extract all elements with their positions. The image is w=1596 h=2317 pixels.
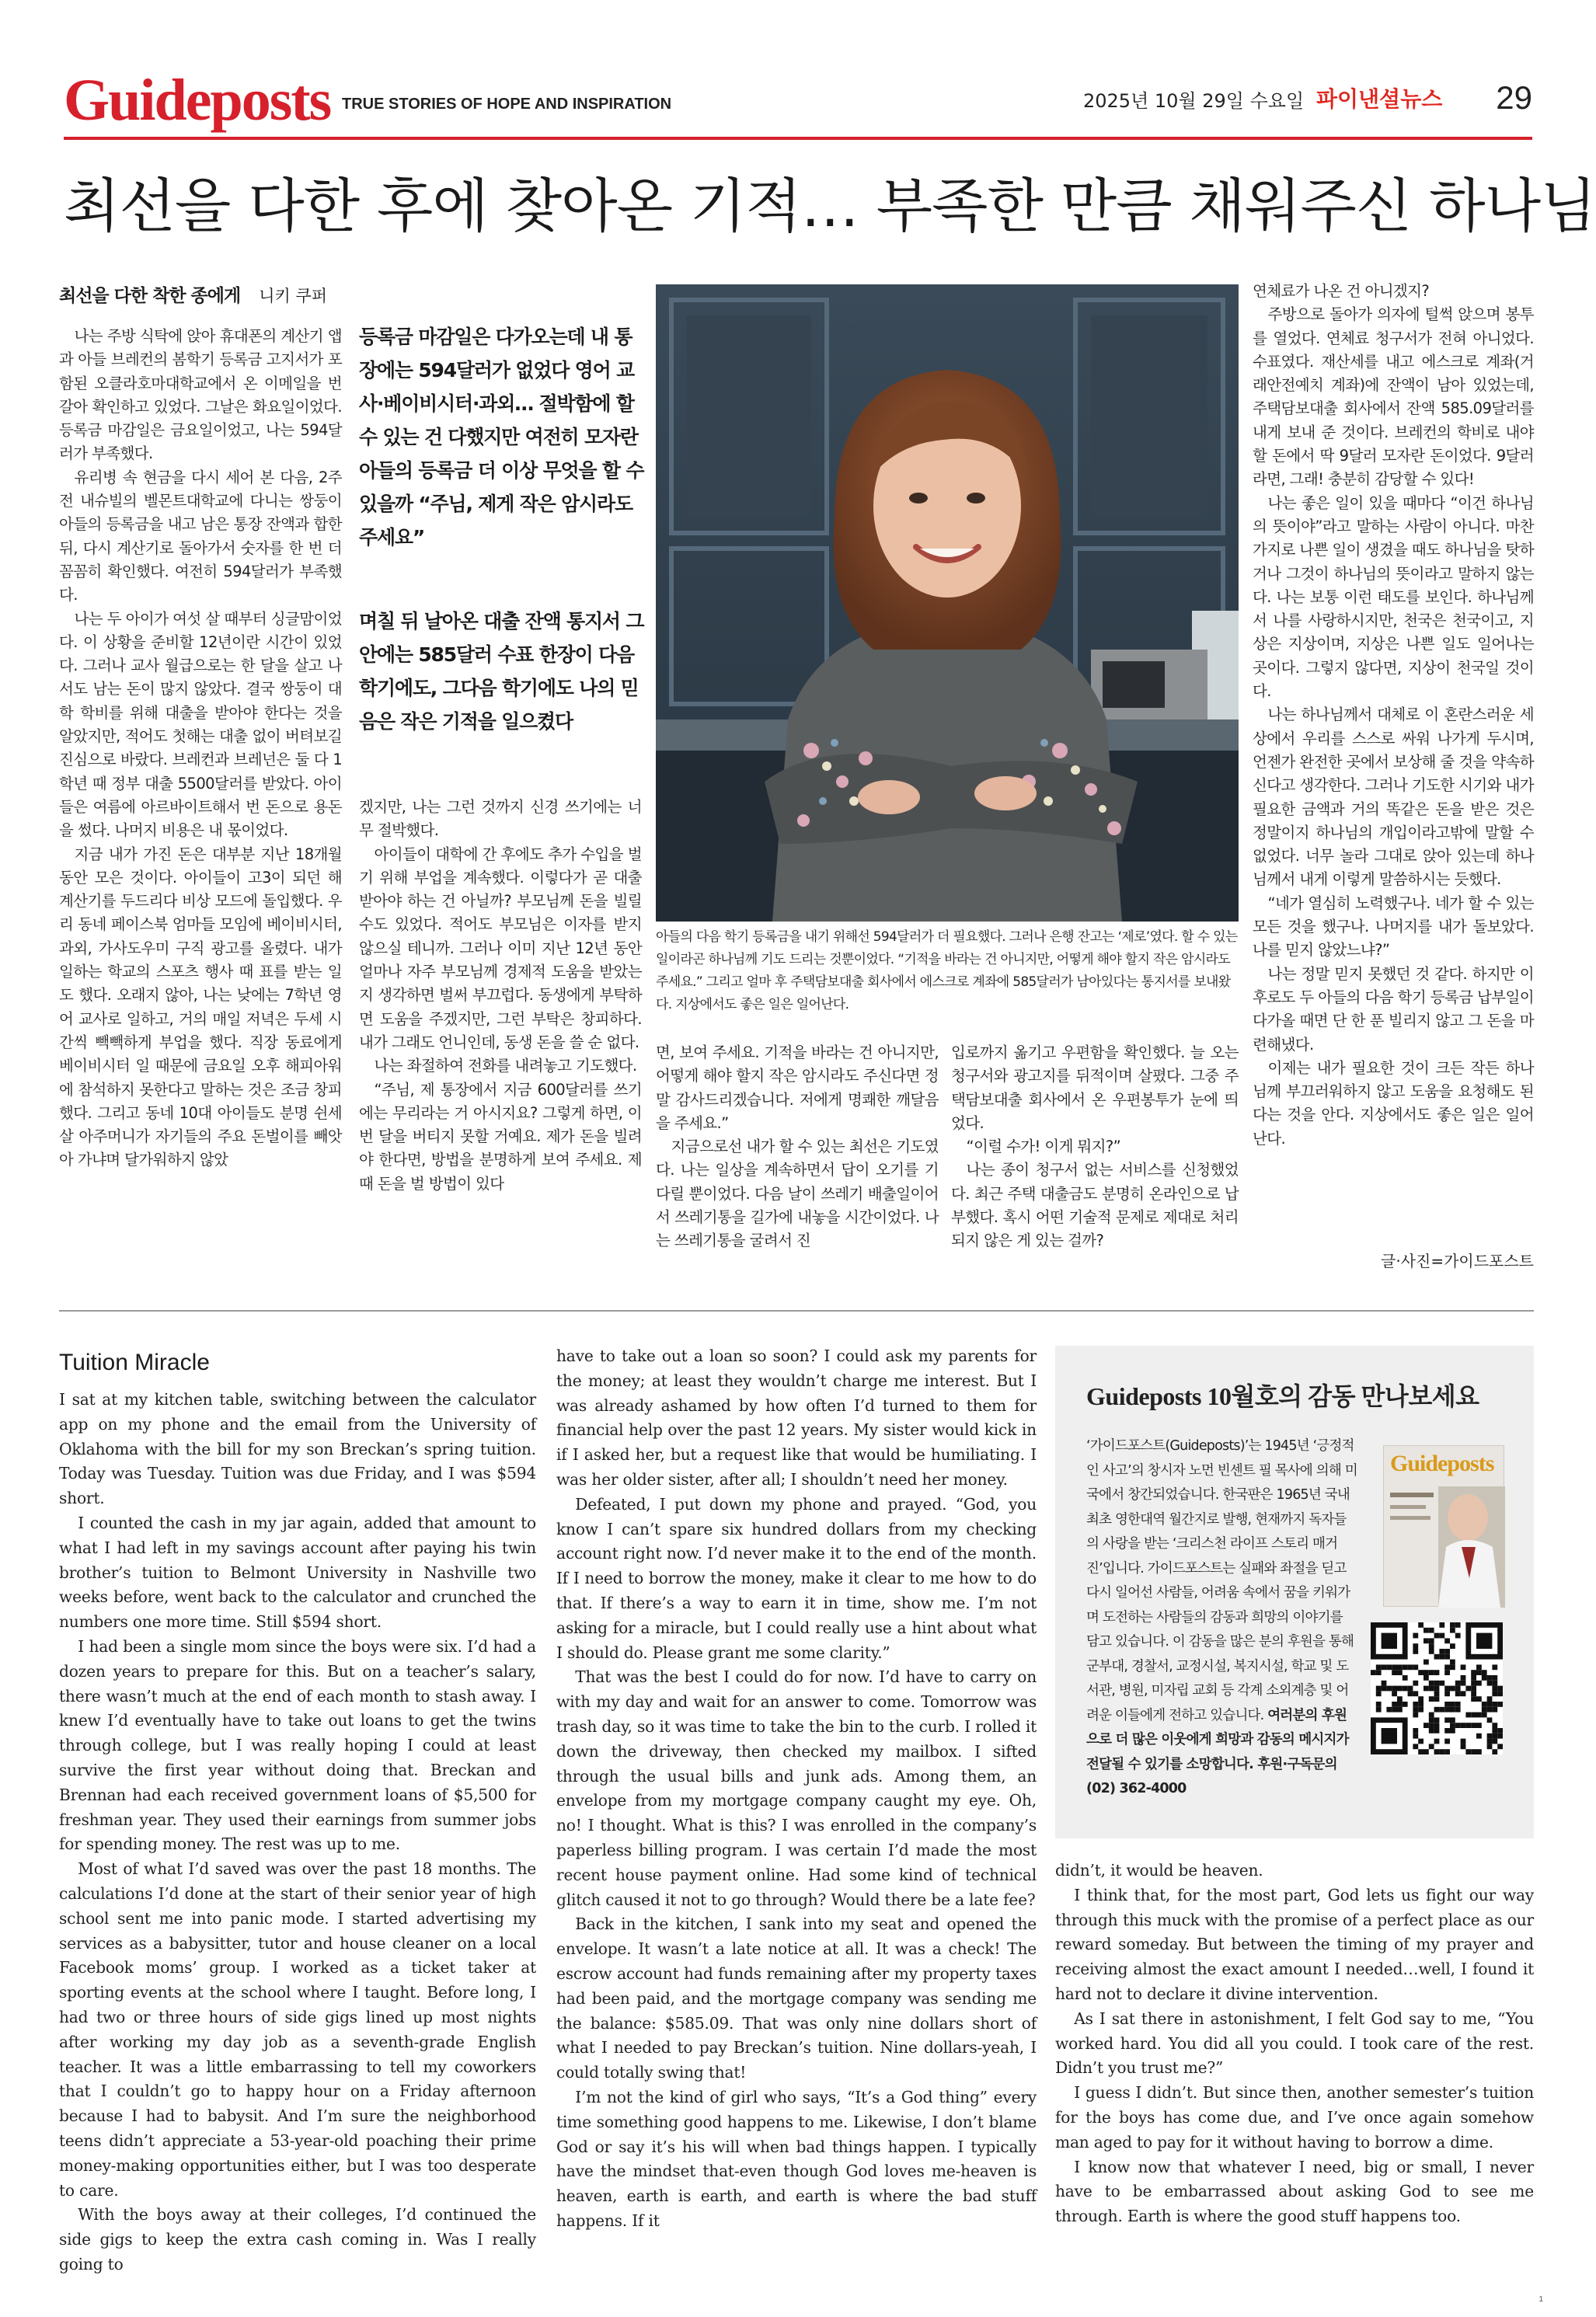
- paragraph: 지금으로선 내가 할 수 있는 최선은 기도였다. 나는 일상을 계속하면서 답이 오기를 기다릴 뿐이었다. 다음 날이 쓰레기 배출일이어서 쓰레기통을 길가에 내놓을 시간이었다. 나는 쓰레기통을 굴려서 진: [656, 1138, 939, 1250]
- paragraph: I sat at my kitchen table, switching between the calculator app on my phone and the email from the University of Oklahoma with the bill for my son Breckan’s spring tuition. Today was Tuesday. Tuition was due Friday, and I was $594 short.: [59, 1390, 536, 1508]
- magazine-cover: [1383, 1445, 1504, 1607]
- english-column-2: [556, 1344, 1037, 2250]
- paragraph: have to take out a loan so soon? I could ask my parents for the money; at least they wouldn’t charge me interest. But I was already ashamed by how often I’d turned to them for financial help over the past 12 years. My sister would kick in if I asked her, but a request like that would be humiliating. I was her older sister, after all; I shouldn’t need her money.: [556, 1347, 1037, 1489]
- paragraph: “이럴 수가! 이게 뭐지?”: [966, 1138, 1121, 1156]
- paragraph: 나는 주방 식탁에 앉아 휴대폰의 계산기 앱과 아들 브레컨의 봄학기 등록금 고지서가 포함된 오클라호마대학교에서 온 이메일을 번갈아 확인하고 있었다. 그날은 화요일이었다. 등록금 마감일은 금요일이었고, 나는 594달러가 부족했다.: [59, 327, 342, 463]
- paragraph: 아이들이 대학에 간 후에도 추가 수입을 벌기 위해 부업을 계속했다. 이렇다가 곧 대출 받아야 하는 건 아닐까? 부모님께 돈을 빌릴 수도 있었다. 적어도 부모님은 이자를 받지 않으실 테니까. 그러나 이미 지난 12년 동안 얼마나 자주 부모님께 경제적 도움을 받았는지 생각하면 벌써 부끄럽다. 동생에게 부탁하면 도움을 주겠지만, 그런 부탁은 창피하다. 내가 그래도 언니인데, 동생 돈을 쓸 순 없다.: [359, 845, 642, 1051]
- paragraph: “네가 열심히 노력했구나. 네가 할 수 있는 모든 것을 했구나. 나머지를 내가 돌보았다. 나를 믿지 않았느냐?”: [1253, 894, 1534, 960]
- magazine-cover-art: [1384, 1446, 1505, 1608]
- korean-subtitle: 최선을 다한 착한 종에게: [59, 286, 241, 306]
- headline: 최선을 다한 후에 찾아온 기적… 부족한 만큼 채워주신 하나님: [64, 172, 1596, 240]
- paragraph: 나는 두 아이가 여섯 살 때부터 싱글맘이었다. 이 상황을 준비할 12년이란 시간이 있었다. 그러나 교사 월급으로는 한 달을 살고 나서도 남는 돈이 많지 않았다. 결국 쌍둥이 대학 학비를 위해 대출을 받아야 한다는 것을 알았지만, 적어도 첫해는 대출 없이 버텨보길 진심으로 바랐다. 브레컨과 브레넌은 둘 다 1학년 때 정부 대출 5500달러를 받았다. 아이들은 여름에 아르바이트해서 번 돈으로 용돈을 썼다. 나머지 비용은 내 몫이었다.: [59, 609, 342, 840]
- korean-byline: [59, 281, 370, 312]
- section-divider: [59, 1310, 1534, 1312]
- magazine-ad: [1055, 1346, 1534, 1838]
- ad-bold-text: 여러분의 후원으로 더 많은 이웃에게 희망과 감동의 메시지가 전달될 수 있기를 소망합니다. 후원·구독문의 (02) 362-4000: [1086, 1707, 1349, 1796]
- article-photo: [656, 284, 1239, 922]
- page-number: 29: [1496, 79, 1532, 116]
- paragraph: 나는 종이 청구서 없는 서비스를 신청했었다. 최근 주택 대출금도 분명히 온라인으로 납부했다. 혹시 어떤 기술적 문제로 제대로 처리되지 않은 게 있는 걸까?: [951, 1161, 1239, 1250]
- paragraph: I’m not the kind of girl who says, “It’s a God thing” every time something good happens to me. Likewise, I don’t blame God or say it’s his will when bad things happen. I typically have the mindset that-even though God loves me-heaven is heaven, earth is earth, and earth is where the bad stuff happens. If it: [556, 2087, 1037, 2230]
- pull-quote-2: 며칠 뒤 날아온 대출 잔액 통지서 그 안에는 585달러 수표 한장이 다음 학기에도, 그다음 학기에도 나의 믿음은 작은 기적을 일으켰다: [359, 610, 644, 733]
- paragraph: That was the best I could do for now. I’d have to carry on with my day and wait for an answer to come. Tomorrow was trash day, so it was time to take the bin to the curb. I rolled it down the driveway, then checked my mailbox. I sifted through the usual bills and junk ads. Among them, an envelope from my mortgage company caught my eye. Oh, no! I thought. What is this? I was enrolled in the company’s paperless billing program. I was certain I’d made the most recent house payment online. Had some kind of technical glitch caused it not to go through? Would there be a late fee?: [556, 1667, 1037, 1909]
- paragraph: I counted the cash in my jar again, added that amount to what I had left in my savings account after paying his twin brother’s tuition to Belmont University in Nashville two weeks before, went back to the calculator and crunched the numbers one more time. Still $594 short.: [59, 1513, 536, 1632]
- english-title: Tuition Miracle: [59, 1350, 210, 1375]
- ad-title: Guideposts 10월호의 감동 만나보세요: [1086, 1382, 1479, 1410]
- korean-column-1: [59, 325, 342, 1280]
- paragraph: 겠지만, 나는 그런 것까지 신경 쓰기에는 너무 절박했다.: [359, 798, 642, 840]
- paragraph: Back in the kitchen, I sank into my seat and opened the envelope. It wasn’t a late notice at all. It was a check! The escrow account had funds remaining after my property taxes had been paid, and the mortgage company was sending me the balance: $585.09. That was only nine dollars short of what I needed to pay Breckan’s tuition. Nine dollars-yeah, I could totally swing that!: [556, 1915, 1037, 2082]
- korean-column-5: [1253, 280, 1534, 1248]
- masthead: [64, 65, 1532, 135]
- paragraph: 면, 보여 주세요. 기적을 바라는 건 아니지만, 어떻게 해야 할지 작은 암시라도 주신다면 정말 감사드리겠습니다. 저에게 명쾌한 깨달음을 주세요.”: [656, 1044, 939, 1132]
- paragraph: 연체료가 나온 건 아니겠지?: [1253, 282, 1430, 300]
- masthead-rule: [64, 137, 1532, 140]
- tagline: TRUE STORIES OF HOPE AND INSPIRATION: [342, 96, 672, 113]
- magazine-cover-logo: Guideposts: [1390, 1451, 1494, 1476]
- paragraph: didn’t, it would be heaven.: [1055, 1861, 1263, 1880]
- paragraph: Most of what I’d saved was over the past 18 months. The calculations I’d done at the start of their senior year of high school sent me into panic mode. I started advertising my services as a babysitter, tutor and house cleaner on a local Facebook moms’ group. I worked as a ticket taker at sporting events at the school where I taught. Before long, I had two or three hours of side gigs lined up most nights after working my day job as a seventh-grade English teacher. It was a little embarrassing to tell my coworkers that I couldn’t go to happy hour on a Friday afternoon because I had to babysit. And I’m sure the neighborhood teens didn’t appreciate a 53-year-old poaching their prime money-making opportunities either, but I was too desperate to care.: [59, 1859, 536, 2200]
- paragraph: “주님, 제 통장에서 지금 600달러를 쓰기에는 무리라는 거 아시지요? 그렇게 하면, 이번 달을 버티지 못할 거예요. 제가 돈을 빌려야 한다면, 방법을 분명하게 보여 주세요. 제때 돈을 벌 방법이 있다: [359, 1080, 642, 1193]
- paragraph: 나는 하나님께서 대체로 이 혼란스러운 세상에서 우리를 스스로 싸워 나가게 두시며, 언젠가 완전한 곳에서 보상해 줄 것을 약속하신다고 생각한다. 그러나 기도한 시기와 내가 필요한 금액과 거의 똑같은 돈을 받은 것은 정말이지 하나님의 개입이라고밖에 말할 수 없었다. 너무 놀라 그대로 앉아 있는데 하나님께서 내게 이렇게 말씀하시는 듯했다.: [1253, 706, 1534, 889]
- qr-code[interactable]: [1371, 1622, 1503, 1754]
- korean-column-3: [656, 1041, 939, 1280]
- paragraph: With the boys away at their colleges, I’d continued the side gigs to keep the extra cash coming in. Was I really going to: [59, 2205, 536, 2273]
- paragraph: 나는 좋은 일이 있을 때마다 “이건 하나님의 뜻이야”라고 말하는 사람이 아니다. 마찬가지로 나쁜 일이 생겼을 때도 하나님을 탓하거나 그것이 하나님의 뜻이라고 말하지 않는다. 나는 보통 이런 태도를 보인다. 하나님께서 나를 사랑하시지만, 천국은 천국이고, 지상은 지상이며, 지상은 나쁜 일도 일어나는 곳이다. 그렇지 않다면, 지상이 천국일 것이다.: [1253, 493, 1534, 701]
- paragraph: 나는 정말 믿지 못했던 것 같다. 하지만 이후로도 두 아들의 다음 학기 등록금 납부일이 다가올 때면 단 한 푼 빌리지 않고 그 돈을 마련해냈다.: [1253, 964, 1534, 1054]
- paragraph: 나는 좌절하여 전화를 내려놓고 기도했다.: [374, 1057, 637, 1075]
- paragraph: Defeated, I put down my phone and prayed. “God, you know I can’t spare six hundred dollars from my checking account right now. I’d never make it to the end of the month. If I need to borrow the money, make it clear to me how to do that. If there’s a way to earn it in time, show me. I’m not asking for a miracle, but I could really use a hint about what I should do. Please grant me some clarity.”: [556, 1494, 1037, 1662]
- paragraph: 유리병 속 현금을 다시 세어 본 다음, 2주 전 내슈빌의 벨몬트대학교에 다니는 쌍둥이 아들의 등록금을 내고 남은 통장 잔액과 합한 뒤, 다시 계산기로 돌아가서 숫자를 한 번 더 꼼꼼히 확인했다. 여전히 594달러가 부족했다.: [59, 468, 342, 605]
- qr-code-pattern: [1371, 1622, 1503, 1754]
- korean-column-2: [359, 796, 642, 1280]
- pull-quote-1: 등록금 마감일은 다가오는데 내 통장에는 594달러가 없었다 영어 교사·베이비시터·과외… 절박함에 할 수 있는 건 다했지만 여전히 모자란 아들의 등록금 더 이상 무엇을 할 수 있을까 “주님, 제게 작은 암시라도 주세요”: [359, 326, 644, 549]
- paragraph: I know now that whatever I need, big or small, I never have to be embarrassed about asking God to see me through. Earth is where the good stuff happens too.: [1055, 2157, 1534, 2226]
- paragraph: 이제는 내가 필요한 것이 크든 작든 하나님께 부끄러워하지 않고 도움을 요청해도 된다는 것을 안다. 지상에서도 좋은 일은 일어난다.: [1253, 1058, 1534, 1148]
- paragraph: 주방으로 돌아가 의자에 털썩 앉으며 봉투를 열었다. 연체료 청구서가 전혀 아니었다. 수표였다. 재산세를 내고 에스크로 계좌(거래안전예치 계좌)에 잔액이 남아 있었는데, 주택담보대출 회사에서 잔액 585.09달러를 내게 보내 준 것이다. 브레컨의 학비로 내야 할 돈에서 딱 9달러 모자란 돈이었다. 9달러라면, 그래! 충분히 감당할 수 있다!: [1253, 305, 1534, 489]
- english-column-1: [59, 1388, 536, 2273]
- guideposts-logo: Guideposts: [64, 68, 331, 133]
- english-column-3: [1055, 1859, 1534, 2250]
- paragraph: As I sat there in astonishment, I felt God say to me, “You worked hard. You did all you could. I took care of the rest. Didn’t you trust me?”: [1055, 2009, 1534, 2078]
- paragraph: I think that, for the most part, God lets us fight our way through this muck with the promise of a perfect place as our reward someday. But between the timing of my prayer and receiving almost the exact amount I needed…well, I found it hard not to declare it divine intervention.: [1055, 1885, 1534, 2003]
- paragraph: 입로까지 옮기고 우편함을 확인했다. 늘 오는 청구서와 광고지를 뒤적이며 살폈다. 그중 주택담보대출 회사에서 온 우편봉투가 눈에 띄었다.: [951, 1044, 1239, 1132]
- issue-date: 2025년 10월 29일 수요일: [1083, 90, 1305, 112]
- article-credit: 글·사진=가이드포스트: [1381, 1252, 1534, 1270]
- korean-author: 니키 쿠퍼: [259, 287, 328, 305]
- korean-column-4: [951, 1041, 1239, 1280]
- photo-caption: 아들의 다음 학기 등록금을 내기 위해선 594달러가 더 필요했다. 그러나 은행 잔고는 ‘제로’였다. 할 수 있는 일이라곤 하나님께 기도 드리는 것뿐이었다. “기적을 바라는 건 아니지만, 어떻게 해야 할지 작은 암시라도 주세요.” 그리고 얼마 후 주택담보대출 회사에서 에스크로 계좌에 585달러가 남아있다는 통지서를 보내왔다. 지상에서도 좋은 일은 일어난다.: [656, 929, 1238, 1012]
- paragraph: 지금 내가 가진 돈은 대부분 지난 18개월 동안 모은 것이다. 아이들이 고3이 되던 해 계산기를 두드리다 비상 모드에 돌입했다. 우리 동네 페이스북 엄마들 모임에 베이비시터, 과외, 가사도우미 구직 광고를 올렸다. 내가 일하는 학교의 스포츠 행사 때 표를 받는 일도 했다. 오래지 않아, 나는 낮에는 7학년 영어 교사로 일하고, 거의 매일 저녁은 두세 시간씩 빽빽하게 부업을 했다. 직장 동료에게 베이비시터 일 때문에 금요일 오후 해피아워에 참석하지 못한다고 말하는 것은 조금 창피했다. 그리고 동네 10대 아이들도 분명 쉰세 살 아주머니가 자기들의 주요 돈벌이를 빼앗아 가냐며 달가워하지 않았: [59, 845, 342, 1169]
- ad-body: ‘가이드포스트(Guideposts)’는 1945년 ‘긍정적인 사고’의 창시자 노먼 빈센트 필 목사에 의해 미국에서 창간되었습니다. 한국판은 1965년 국내 최초 영한대역 월간지로 발행, 현재까지 독자들의 사랑을 받는 ‘크리스천 라이프 스토리 매거진’입니다. 가이드포스트는 실패와 좌절을 딛고 다시 일어선 사람들, 어려움 속에서 꿈을 키워가며 도전하는 사람들의 감동과 희망의 이야기를 담고 있습니다. 이 감동을 많은 분의 후원을 통해 군부대, 경찰서, 교정시설, 복지시설, 학교 및 도서관, 병원, 미자립 교회 등 각계 소외계층 및 어려운 이들에게 전하고 있습니다.: [1086, 1438, 1357, 1723]
- page-footer-mark: 1: [1539, 2295, 1543, 2304]
- newspaper-name: 파이낸셜뉴스: [1316, 86, 1443, 112]
- portrait-illustration: [656, 284, 1239, 922]
- paragraph: I had been a single mom since the boys were six. I’d had a dozen years to prepare for this. But on a teacher’s salary, there wasn’t much at the end of each month to stash away. I knew I’d eventually have to take out loans to get the twins through college, but I was really hoping I could at least survive the first year without doing that. Breckan and Brennan had each received government loans of $5,500 for freshman year. They used their earnings from summer jobs for spending money. The rest was up to me.: [59, 1636, 536, 1854]
- paragraph: I guess I didn’t. But since then, another semester’s tuition for the boys has come due, and I’ve once again somehow man aged to pay for it without having to borrow a dime.: [1055, 2083, 1534, 2152]
